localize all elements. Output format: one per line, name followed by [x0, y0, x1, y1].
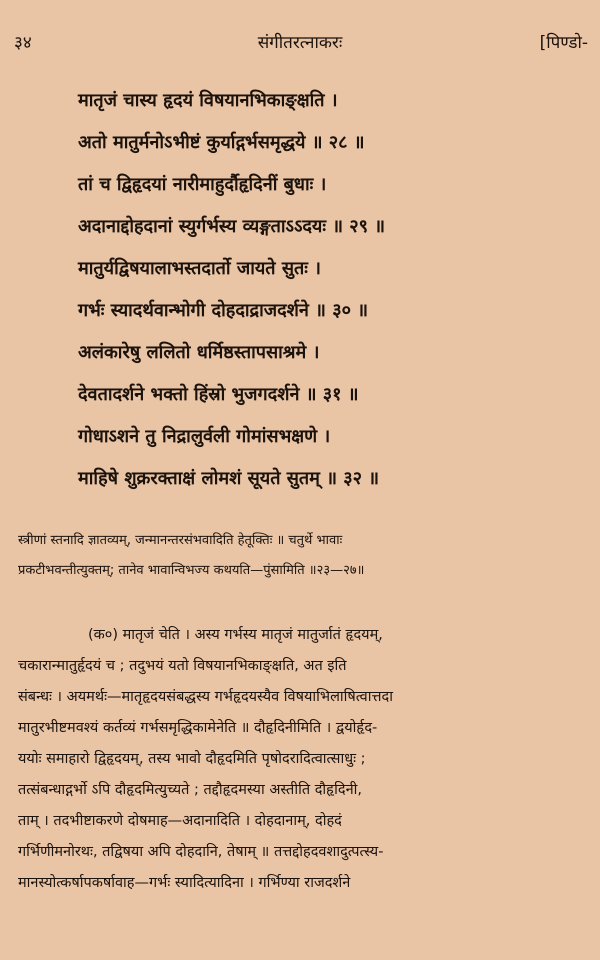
- commentary-line: मानस्योत्कर्षापकर्षावाह—गर्भः स्यादित्यादिना । गर्भिण्या राजदर्शने: [18, 875, 351, 891]
- verse-line: गर्भः स्यादर्थवान्भोगी दोहदाद्राजदर्शने ॥ ३० ॥: [78, 300, 368, 321]
- footnote-line: प्रकटीभवन्तीत्युक्तम्; तानेव भावान्विभज्य कथयति—पुंसामिति ॥२३—२७॥: [18, 563, 365, 578]
- commentary-line: गर्भिणीमनोरथः, तद्विषया अपि दोहदानि, तेषाम् ॥ तत्तद्दोहदवशादुत्पत्स्य-: [18, 844, 384, 860]
- verse-line: अलंकारेषु ललितो धर्मिष्ठस्तापसाश्रमे ।: [78, 342, 320, 363]
- verse-line: मातुर्यद्विषयालाभस्तदार्तो जायते सुतः ।: [78, 258, 321, 279]
- commentary-line: (क०) मातृजं चेति । अस्य गर्भस्य मातृजं मातुर्जातं हृदयम्,: [88, 627, 383, 643]
- commentary-line: संबन्धः । अयमर्थः—मातृहृदयसंबद्धस्य गर्भहृदयस्यैव विषयाभिलाषित्वात्तदा: [18, 689, 393, 705]
- verse-line: अदानाद्दोहदानां स्युर्गर्भस्य व्यङ्गताऽऽदयः ॥ २९ ॥: [78, 216, 386, 237]
- verse-line: मातृजं चास्य हृदयं विषयानभिकाङ्क्षति ।: [78, 90, 338, 111]
- verse-line: गोधाऽशने तु निद्रालुर्वली गोमांसभक्षणे ।: [78, 426, 331, 447]
- running-head: [पिण्डो-: [539, 33, 588, 53]
- page-header: [0, 30, 600, 60]
- verse-line: तां च द्विहृदयां नारीमाहुर्दौहृदिनीं बुधाः ।: [78, 174, 327, 195]
- commentary-line: ताम् । तदभीष्टाकरणे दोषमाह—अदानादिति । दोहदानाम्, दोहदं: [18, 813, 342, 829]
- page-number: ३४: [14, 33, 32, 53]
- footnote-block: [18, 526, 588, 586]
- verse-line: देवतादर्शने भक्तो हिंस्रो भुजगदर्शने ॥ ३१ ॥: [78, 384, 359, 405]
- commentary-line: मातुरभीष्टमवश्यं कर्तव्यं गर्भसमृद्धिकामेनेति ॥ दौहृदिनीमिति । द्वयोर्हृद-: [18, 720, 378, 736]
- verse-line: माहिषे शुक्ररक्ताक्षं लोमशं सूयते सुतम् ॥ ३२ ॥: [78, 468, 380, 489]
- commentary-line: तत्संबन्धाद्गर्भो ऽपि दौहृदमित्युच्यते ; तद्दौहृदमस्या अस्तीति दौहृदिनी,: [18, 782, 362, 798]
- verse-line: अतो मातुर्मनोऽभीष्टं कुर्याद्गर्भसमृद्धये ॥ २८ ॥: [78, 132, 365, 153]
- commentary-line: ययोः समाहारो द्विहृदयम्, तस्य भावो दौहृदमिति पृषोदरादित्वात्साधुः ;: [18, 751, 366, 767]
- commentary-block: [18, 620, 588, 899]
- verse-block: [78, 80, 578, 500]
- footnote-line: स्त्रीणां स्तनादि ज्ञातव्यम्, जन्मानन्तरसंभवादिति हेतूक्तिः ॥ चतुर्थे भावाः: [18, 533, 343, 548]
- commentary-line: चकारान्मातुर्हृदयं च ; तदुभयं यतो विषयानभिकाङ्क्षति, अत इति: [18, 658, 347, 674]
- page-title: संगीतरत्नाकरः: [257, 33, 343, 53]
